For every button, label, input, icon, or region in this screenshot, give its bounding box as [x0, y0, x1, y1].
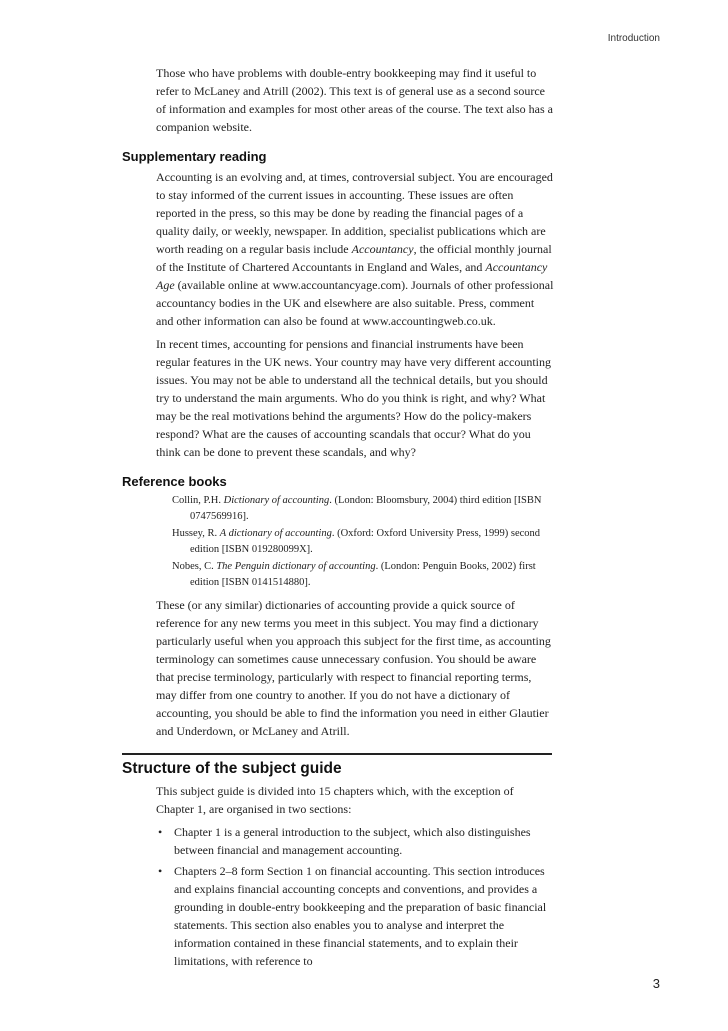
bullet-text: Chapter 1 is a general introduction to the subject, which also distinguishes between financial and management accounting.	[174, 825, 531, 857]
ref-author: Nobes, C.	[172, 561, 217, 572]
intro-paragraph: Those who have problems with double-entry bookkeeping may find it useful to refer to McLaney and Atrill (2002). This text is of general use as a second source of information and examples for most other areas of the course. The text also has a companion website.	[156, 66, 553, 134]
ref-title: A dictionary of accounting	[219, 528, 332, 539]
ref-title: Dictionary of accounting	[223, 495, 330, 506]
ref-author: Collin, P.H.	[172, 495, 224, 506]
ref-details: . (London: Bloomsbury, 2004) third edition [ISBN 0747569916].	[190, 495, 542, 522]
journal-accountancy-age: Accountancy Age	[156, 260, 548, 292]
ref-details: . (London: Penguin Books, 2002) first edition [ISBN 0141514880].	[190, 561, 536, 588]
running-header: Introduction	[607, 33, 660, 44]
journal-accountancy: Accountancy	[351, 242, 414, 256]
bullet-text: Chapters 2–8 form Section 1 on financial accounting. This section introduces and explains financial accounting concepts and conventions, and provides a grounding in double-entry bookkeeping and the preparation of basic financial statements. This section also enables you to analyse and interpret the information contained in these financial statements, and to explain their limitations, with reference to	[174, 864, 547, 968]
supp-text-b: , the official monthly journal of the Institute of Chartered Accountants in England and Wales, and	[156, 242, 552, 274]
structure-bullet-list	[156, 823, 554, 970]
structure-intro: This subject guide is divided into 15 chapters which, with the exception of Chapter 1, are organised in two sections:	[156, 784, 514, 816]
supplementary-paragraph-1	[156, 168, 554, 330]
supp-text-c: (available online at www.accountancyage.com). Journals of other professional accountancy bodies in the UK and elsewhere are also suitable. Press, comment and other information can also be found at www.accountingweb.co.uk.	[156, 278, 554, 328]
reference-item	[172, 526, 554, 557]
list-item	[156, 823, 554, 859]
bullet-icon: •	[158, 825, 163, 839]
structure-heading: Structure of the subject guide	[122, 753, 552, 778]
reference-books-heading: Reference books	[122, 474, 227, 489]
supp-text-a: Accounting is an evolving and, at times, controversial subject. You are encouraged to stay informed of the current issues in accounting. These issues are often reported in the press, so this may be done by reading the financial pages of a quality daily, or weekly, newspaper. In addition, specialist publications which are worth reading on a regular basis include	[156, 170, 553, 256]
ref-title: The Penguin dictionary of accounting	[216, 561, 376, 572]
page-content	[122, 64, 552, 973]
supplementary-reading-heading: Supplementary reading	[122, 149, 267, 164]
reference-paragraph: These (or any similar) dictionaries of accounting provide a quick source of reference for any new terms you meet in this subject. You may find a dictionary particularly useful when you approach this subject for the first time, as accounting terminology can sometimes cause unnecessary confusion. You should be aware that precise terminology, particularly with respect to financial reporting terms, may differ from one country to another. If you do not have a dictionary of accounting, you should be able to find the information you need in either Glautier and Underdown, or McLaney and Atrill.	[156, 598, 551, 738]
bullet-icon: •	[158, 864, 163, 878]
page-number: 3	[652, 976, 660, 991]
reference-item	[172, 493, 554, 524]
supplementary-paragraph-2: In recent times, accounting for pensions and financial instruments have been regular features in the UK news. Your country may have very different accounting issues. You may not be able to understand all the technical details, but you should try to understand the main arguments. Who do you think is right, and why? What may be the real motivations behind the arguments? How do the policy-makers respond? What are the causes of accounting scandals that occur? What do you think can be done to prevent these scandals, and why?	[156, 337, 551, 459]
reference-item	[172, 559, 554, 590]
list-item	[156, 862, 554, 970]
reference-list	[172, 493, 554, 590]
ref-details: . (Oxford: Oxford University Press, 1999) second edition [ISBN 019280099X].	[190, 528, 541, 555]
ref-author: Hussey, R.	[172, 528, 220, 539]
